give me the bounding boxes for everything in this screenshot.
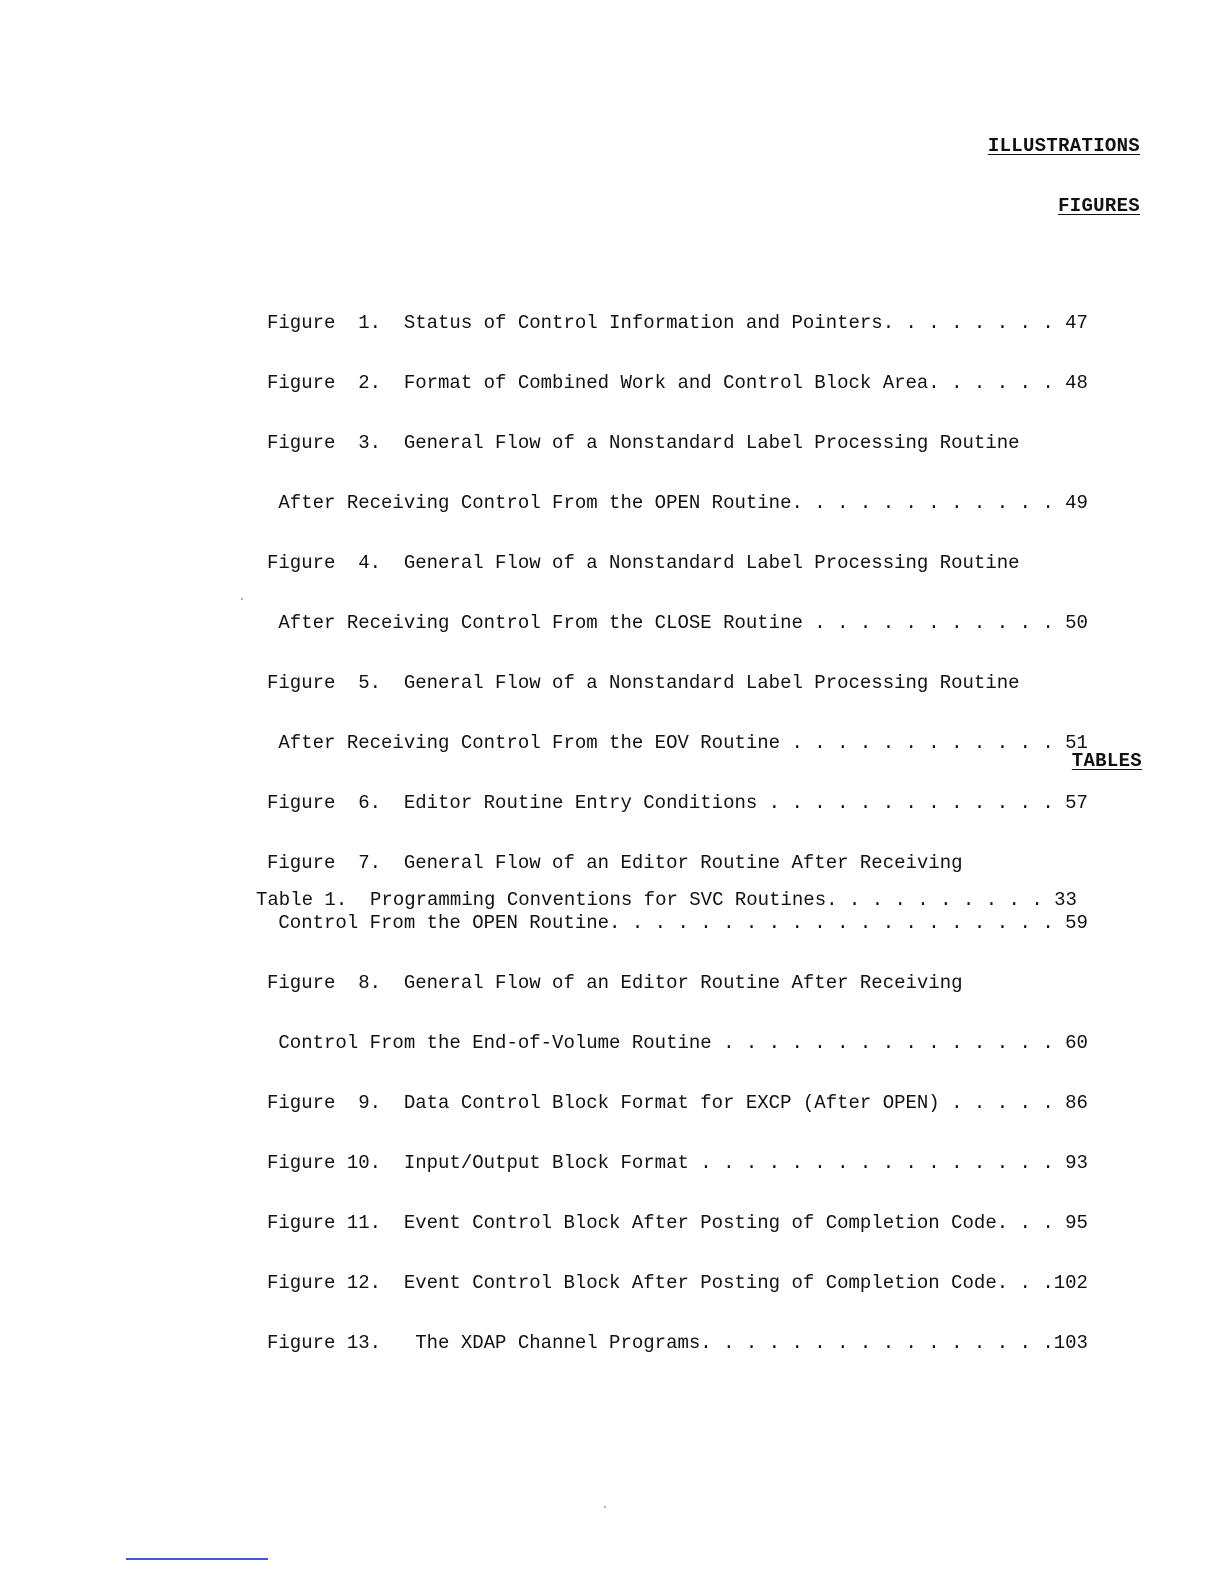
illustrations-heading: ILLUSTRATIONS bbox=[987, 135, 1140, 157]
figure-entry-line: Figure 9. Data Control Block Format for EXCP (After OPEN) . . . . . 86 bbox=[267, 1093, 1088, 1113]
figure-entry-line: Figure 1. Status of Control Information and Pointers. . . . . . . . 47 bbox=[267, 313, 1088, 333]
figure-entry-line: Figure 5. General Flow of a Nonstandard Label Processing Routine bbox=[267, 673, 1020, 693]
figure-entry-line: Figure 7. General Flow of an Editor Routine After Receiving bbox=[267, 853, 963, 873]
figure-entry-line: After Receiving Control From the EOV Routine . . . . . . . . . . . . 51 bbox=[267, 733, 1088, 753]
figure-entry-line: Figure 3. General Flow of a Nonstandard Label Processing Routine bbox=[267, 433, 1020, 453]
figure-entry-line: Figure 13. The XDAP Channel Programs. . . . . . . . . . . . . . . .103 bbox=[267, 1333, 1088, 1353]
figure-entry-line: Control From the OPEN Routine. . . . . . . . . . . . . . . . . . . . 59 bbox=[267, 913, 1088, 933]
footer-rule bbox=[126, 1558, 268, 1560]
figure-entry-line: After Receiving Control From the OPEN Routine. . . . . . . . . . . . 49 bbox=[267, 493, 1088, 513]
figure-entry-line: Figure 11. Event Control Block After Posting of Completion Code. . . 95 bbox=[267, 1213, 1088, 1233]
tables-list bbox=[256, 850, 1136, 930]
figure-entry-line: Figure 6. Editor Routine Entry Conditions . . . . . . . . . . . . . 57 bbox=[267, 793, 1088, 813]
figures-heading: FIGURES bbox=[1058, 195, 1140, 217]
figure-entry-line: Control From the End-of-Volume Routine . . . . . . . . . . . . . . . 60 bbox=[267, 1033, 1088, 1053]
figure-entry-line: Figure 4. General Flow of a Nonstandard Label Processing Routine bbox=[267, 553, 1020, 573]
figure-entry-line: After Receiving Control From the CLOSE Routine . . . . . . . . . . . 50 bbox=[267, 613, 1088, 633]
figure-entry-line: Figure 10. Input/Output Block Format . . . . . . . . . . . . . . . . 93 bbox=[267, 1153, 1088, 1173]
figures-list bbox=[267, 273, 1140, 1373]
figure-entry-line: Figure 2. Format of Combined Work and Control Block Area. . . . . . 48 bbox=[267, 373, 1088, 393]
table-entry-line: Table 1. Programming Conventions for SVC Routines. . . . . . . . . . 33 bbox=[256, 890, 1077, 910]
tables-heading: TABLES bbox=[1071, 750, 1142, 772]
figure-entry-line: Figure 8. General Flow of an Editor Routine After Receiving bbox=[267, 973, 963, 993]
scan-speck bbox=[604, 1506, 606, 1508]
scan-speck bbox=[241, 598, 243, 600]
figure-entry-line: Figure 12. Event Control Block After Posting of Completion Code. . .102 bbox=[267, 1273, 1088, 1293]
